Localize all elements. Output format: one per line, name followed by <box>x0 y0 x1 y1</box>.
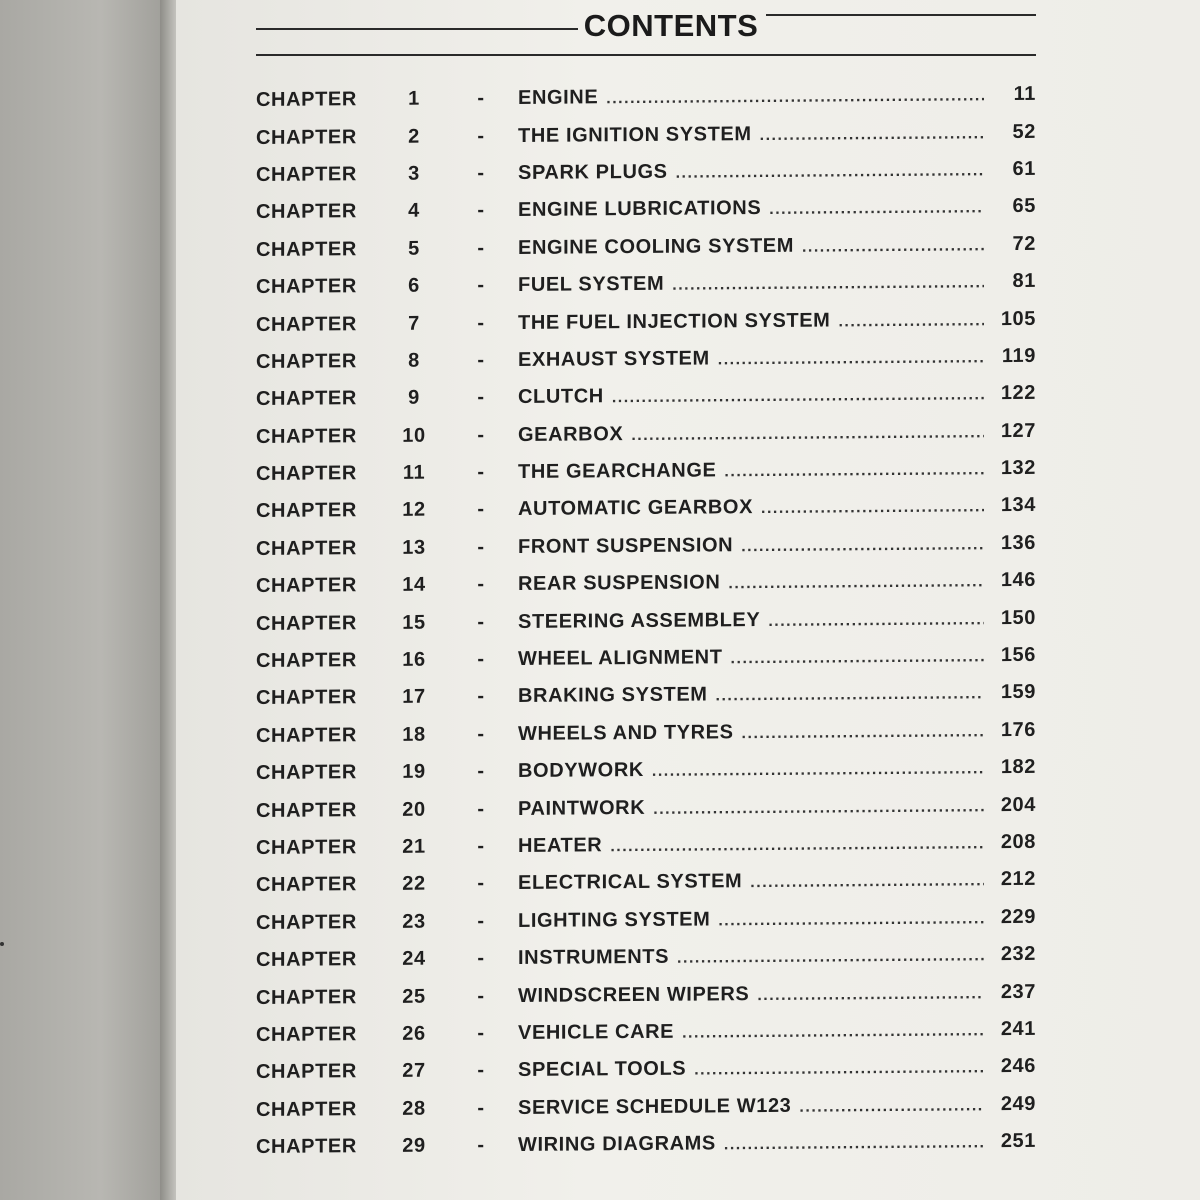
toc-entry <box>256 113 1036 157</box>
chapter-title-leader <box>518 1018 984 1045</box>
chapter-title-leader <box>518 83 984 110</box>
toc-entry <box>256 525 1036 569</box>
chapter-word: CHAPTER <box>256 312 357 336</box>
chapter-page-number: 208 <box>1000 830 1036 854</box>
chapter-page-number: 146 <box>1000 569 1036 592</box>
chapter-number: 18 <box>402 723 426 746</box>
chapter-title: BODYWORK <box>518 759 644 783</box>
toc-entry <box>256 338 1036 382</box>
chapter-word: CHAPTER <box>256 275 357 299</box>
chapter-title: VEHICLE CARE <box>518 1020 675 1044</box>
toc-entry <box>256 562 1036 606</box>
chapter-page-number: 122 <box>1000 382 1036 405</box>
chapter-number: 29 <box>402 1134 426 1157</box>
chapter-title: WHEELS AND TYRES <box>518 721 734 745</box>
chapter-title: HEATER <box>518 834 603 857</box>
chapter-number: 17 <box>402 686 426 709</box>
chapter-separator: - <box>477 723 485 746</box>
dot-leader <box>652 761 984 782</box>
chapter-separator: - <box>477 685 485 708</box>
dot-leader <box>606 87 984 108</box>
chapter-word: CHAPTER <box>256 798 357 822</box>
chapter-title: SPARK PLUGS <box>518 160 668 184</box>
dot-leader <box>716 686 984 706</box>
chapter-title: WINDSCREEN WIPERS <box>518 982 750 1007</box>
chapter-word: CHAPTER <box>256 1060 357 1084</box>
chapter-page-number: 65 <box>1012 195 1036 218</box>
chapter-page-number: 72 <box>1012 232 1036 255</box>
toc-entry <box>256 786 1036 830</box>
toc-entry <box>256 487 1036 531</box>
chapter-title: THE GEARCHANGE <box>518 459 717 484</box>
chapter-separator: - <box>477 498 485 521</box>
dot-leader <box>728 574 984 594</box>
chapter-title: GEARBOX <box>518 422 624 446</box>
chapter-page-number: 249 <box>1000 1092 1036 1115</box>
chapter-word: CHAPTER <box>256 686 357 710</box>
chapter-number: 1 <box>408 87 420 110</box>
page-speck <box>0 942 4 946</box>
chapter-page-number: 52 <box>1012 120 1036 143</box>
toc-entry <box>256 637 1036 681</box>
chapter-page-number: 241 <box>1000 1017 1036 1041</box>
toc-entry <box>256 151 1036 195</box>
chapter-separator: - <box>477 386 485 409</box>
chapter-number: 8 <box>408 349 420 372</box>
chapter-number: 12 <box>402 499 426 522</box>
dot-leader <box>768 611 984 631</box>
chapter-title-leader <box>518 196 984 223</box>
chapter-word: CHAPTER <box>256 1023 357 1046</box>
dot-leader <box>769 200 984 220</box>
chapter-separator: - <box>477 461 485 484</box>
dot-leader <box>760 125 984 145</box>
chapter-page-number: 159 <box>1000 681 1036 704</box>
toc-entry <box>256 599 1036 643</box>
chapter-word: CHAPTER <box>256 88 357 112</box>
toc-entry <box>256 712 1036 756</box>
chapter-page-number: 61 <box>1012 157 1036 181</box>
dot-leader <box>838 312 984 331</box>
chapter-word: CHAPTER <box>256 724 357 747</box>
chapter-page-number: 229 <box>1000 905 1036 928</box>
chapter-number: 9 <box>408 387 420 410</box>
chapter-title: ENGINE LUBRICATIONS <box>518 197 762 222</box>
chapter-title: LIGHTING SYSTEM <box>518 908 711 932</box>
dot-leader <box>750 873 984 893</box>
chapter-title: ENGINE <box>518 86 599 110</box>
chapter-separator: - <box>477 1134 485 1157</box>
toc-entry <box>256 412 1036 456</box>
chapter-title-leader <box>518 1130 984 1157</box>
chapter-title: AUTOMATIC GEARBOX <box>518 496 754 521</box>
chapter-title: THE IGNITION SYSTEM <box>518 122 752 147</box>
chapter-title: EXHAUST SYSTEM <box>518 347 710 371</box>
chapter-number: 27 <box>402 1060 426 1083</box>
toc-entry <box>256 936 1036 980</box>
chapter-title: REAR SUSPENSION <box>518 571 721 596</box>
chapter-word: CHAPTER <box>256 873 357 897</box>
chapter-separator: - <box>477 162 485 185</box>
dot-leader <box>682 1022 984 1042</box>
chapter-title-leader <box>518 869 984 896</box>
chapter-title-leader <box>518 570 984 597</box>
chapter-page-number: 81 <box>1012 270 1036 293</box>
dot-leader <box>677 947 984 967</box>
chapter-title-leader <box>518 682 984 709</box>
dot-leader <box>757 985 984 1005</box>
chapter-title-leader <box>518 607 984 634</box>
dot-leader <box>799 1097 984 1116</box>
chapter-word: CHAPTER <box>256 836 357 859</box>
chapter-page-number: 150 <box>1000 606 1036 629</box>
chapter-page-number: 176 <box>1000 718 1036 741</box>
chapter-number: 5 <box>408 237 420 260</box>
dot-leader <box>610 835 984 856</box>
chapter-title-leader <box>518 794 984 821</box>
chapter-number: 21 <box>402 835 426 858</box>
chapter-page-number: 132 <box>1000 456 1036 480</box>
toc-entry <box>256 861 1036 905</box>
chapter-number: 11 <box>402 461 426 484</box>
chapter-title: STEERING ASSEMBLEY <box>518 608 761 633</box>
chapter-title-leader <box>518 383 984 410</box>
chapter-number: 28 <box>402 1097 426 1120</box>
chapter-page-number: 127 <box>1000 419 1036 442</box>
chapter-title: CLUTCH <box>518 385 604 409</box>
chapter-page-number: 246 <box>1000 1055 1036 1078</box>
chapter-word: CHAPTER <box>256 574 357 598</box>
toc-entry <box>256 1048 1036 1092</box>
chapter-number: 24 <box>402 947 426 971</box>
toc-entry <box>256 300 1036 344</box>
chapter-word: CHAPTER <box>256 910 357 934</box>
chapter-page-number: 204 <box>1000 793 1036 816</box>
chapter-separator: - <box>477 835 485 858</box>
chapter-separator: - <box>477 947 485 970</box>
chapter-page-number: 105 <box>1000 307 1036 330</box>
dot-leader <box>612 387 984 408</box>
chapter-word: CHAPTER <box>256 125 357 149</box>
chapter-word: CHAPTER <box>256 462 357 486</box>
chapter-title: FRONT SUSPENSION <box>518 534 734 558</box>
chapter-title-leader <box>518 308 984 335</box>
dot-leader <box>742 723 984 743</box>
chapter-number: 26 <box>402 1022 426 1045</box>
chapter-title-leader <box>518 420 984 447</box>
toc-entry <box>256 225 1036 269</box>
dot-leader <box>694 1060 984 1080</box>
table-of-contents <box>256 76 1036 1166</box>
page-title: CONTENTS <box>583 8 759 43</box>
dot-leader <box>676 162 984 182</box>
chapter-separator: - <box>477 610 485 633</box>
chapter-separator: - <box>477 311 485 334</box>
toc-entry <box>256 824 1036 868</box>
chapter-title: INSTRUMENTS <box>518 945 670 970</box>
heading-underline <box>256 54 1036 56</box>
chapter-title-leader <box>518 345 984 372</box>
chapter-title: FUEL SYSTEM <box>518 272 665 297</box>
chapter-title: THE FUEL INJECTION SYSTEM <box>518 309 831 334</box>
chapter-separator: - <box>477 274 485 297</box>
chapter-word: CHAPTER <box>256 163 357 186</box>
chapter-number: 2 <box>408 125 420 148</box>
chapter-separator: - <box>477 760 485 783</box>
chapter-page-number: 212 <box>1000 868 1036 891</box>
chapter-separator: - <box>477 984 485 1007</box>
chapter-title-leader <box>518 644 984 671</box>
toc-entry <box>256 1085 1036 1129</box>
chapter-separator: - <box>477 872 485 895</box>
chapter-title: SPECIAL TOOLS <box>518 1057 687 1082</box>
toc-entry <box>256 1123 1036 1167</box>
toc-entry <box>256 973 1036 1017</box>
toc-entry <box>256 749 1036 793</box>
chapter-page-number: 232 <box>1000 943 1036 966</box>
dot-leader <box>741 536 984 556</box>
chapter-word: CHAPTER <box>256 948 357 972</box>
chapter-title-leader <box>518 719 984 746</box>
chapter-number: 25 <box>402 985 426 1008</box>
toc-entry <box>256 263 1036 307</box>
chapter-page-number: 119 <box>1001 344 1036 368</box>
chapter-separator: - <box>477 536 485 559</box>
chapter-number: 16 <box>402 648 426 671</box>
chapter-number: 20 <box>402 798 426 821</box>
chapter-page-number: 136 <box>1000 531 1036 555</box>
chapter-title: SERVICE SCHEDULE W123 <box>518 1094 792 1119</box>
chapter-separator: - <box>477 797 485 820</box>
toc-entry <box>256 375 1036 419</box>
heading-rule-right <box>766 14 1036 16</box>
chapter-title: ELECTRICAL SYSTEM <box>518 870 743 895</box>
chapter-separator: - <box>477 236 485 260</box>
toc-entry <box>256 76 1036 120</box>
chapter-word: CHAPTER <box>256 499 357 523</box>
heading-rule-left <box>256 28 578 30</box>
chapter-number: 10 <box>402 424 426 447</box>
dot-leader <box>724 461 984 481</box>
chapter-title-leader <box>518 457 984 484</box>
chapter-word: CHAPTER <box>256 350 357 373</box>
dot-leader <box>802 237 984 256</box>
dot-leader <box>724 1134 984 1154</box>
dot-leader <box>718 910 984 930</box>
chapter-title: WIRING DIAGRAMS <box>518 1132 716 1157</box>
chapter-title: ENGINE COOLING SYSTEM <box>518 234 794 259</box>
chapter-separator: - <box>477 1022 485 1045</box>
chapter-separator: - <box>477 349 485 372</box>
chapter-number: 14 <box>402 573 426 597</box>
chapter-word: CHAPTER <box>256 761 357 785</box>
chapter-number: 15 <box>402 611 426 634</box>
chapter-word: CHAPTER <box>256 237 357 261</box>
dot-leader <box>653 798 984 819</box>
toc-entry <box>256 1011 1036 1055</box>
dot-leader <box>672 274 984 294</box>
chapter-title-leader <box>518 270 984 297</box>
chapter-separator: - <box>477 1059 485 1082</box>
chapter-word: CHAPTER <box>256 424 357 448</box>
chapter-title-leader <box>518 981 984 1008</box>
chapter-word: CHAPTER <box>256 200 357 224</box>
chapter-title-leader <box>518 158 984 185</box>
chapter-page-number: 182 <box>1000 756 1036 779</box>
chapter-word: CHAPTER <box>256 1097 357 1121</box>
chapter-word: CHAPTER <box>256 611 357 635</box>
chapter-title-leader <box>518 906 984 933</box>
toc-entry <box>256 674 1036 718</box>
chapter-number: 4 <box>408 200 420 223</box>
chapter-separator: - <box>477 423 485 446</box>
dot-leader <box>718 349 984 369</box>
contents-page <box>176 0 1200 1200</box>
chapter-title: PAINTWORK <box>518 796 646 820</box>
chapter-separator: - <box>477 124 485 147</box>
chapter-separator: - <box>477 199 485 222</box>
toc-entry <box>256 898 1036 942</box>
chapter-number: 6 <box>408 274 420 297</box>
chapter-word: CHAPTER <box>256 649 357 673</box>
chapter-number: 13 <box>402 536 426 559</box>
chapter-number: 7 <box>408 312 420 335</box>
chapter-word: CHAPTER <box>256 387 357 411</box>
dot-leader <box>731 648 984 668</box>
chapter-title: BRAKING SYSTEM <box>518 683 708 708</box>
chapter-word: CHAPTER <box>256 985 357 1009</box>
dot-leader <box>761 499 984 519</box>
chapter-title-leader <box>518 495 984 522</box>
chapter-title-leader <box>518 831 984 858</box>
toc-entry <box>256 450 1036 494</box>
chapter-page-number: 251 <box>1000 1129 1036 1153</box>
chapter-title-leader <box>518 1056 984 1083</box>
chapter-title-leader <box>518 757 984 784</box>
chapter-page-number: 156 <box>1000 643 1036 667</box>
chapter-title-leader <box>518 532 984 559</box>
chapter-page-number: 134 <box>1000 494 1036 517</box>
chapter-number: 3 <box>408 162 420 185</box>
chapter-title-leader <box>518 121 984 148</box>
chapter-word: CHAPTER <box>256 537 357 560</box>
chapter-title-leader <box>518 1093 984 1120</box>
chapter-separator: - <box>477 87 485 110</box>
toc-entry <box>256 188 1036 232</box>
chapter-separator: - <box>477 573 485 596</box>
chapter-page-number: 237 <box>1000 980 1036 1003</box>
chapter-separator: - <box>477 909 485 933</box>
chapter-separator: - <box>477 648 485 671</box>
chapter-separator: - <box>477 1096 485 1119</box>
chapter-title: WHEEL ALIGNMENT <box>518 646 723 670</box>
chapter-number: 22 <box>402 873 426 896</box>
chapter-page-number: 11 <box>1013 83 1036 106</box>
chapter-title-leader <box>518 943 984 970</box>
facing-page <box>0 0 168 1200</box>
chapter-number: 19 <box>402 760 426 784</box>
chapter-title-leader <box>518 233 984 260</box>
chapter-word: CHAPTER <box>256 1135 357 1159</box>
dot-leader <box>631 424 984 445</box>
chapter-number: 23 <box>402 910 426 933</box>
